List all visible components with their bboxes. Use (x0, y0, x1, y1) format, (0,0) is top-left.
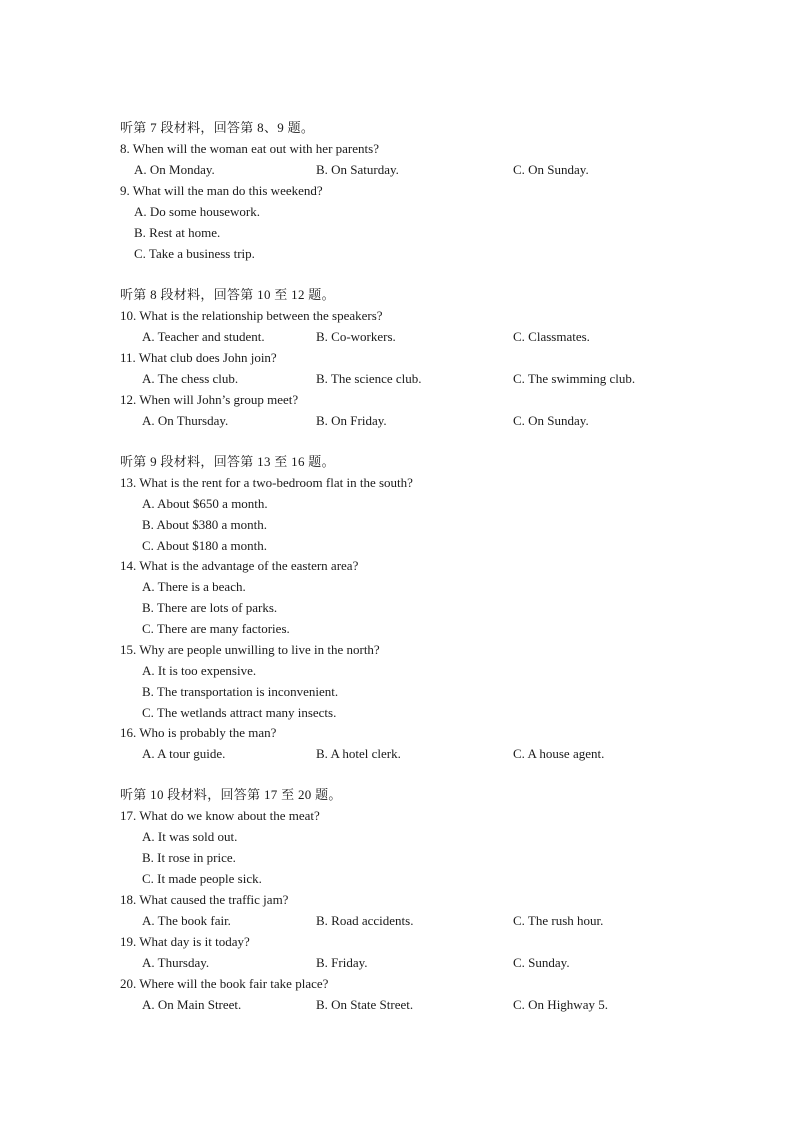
option-c: C. The rush hour. (513, 913, 604, 928)
question-stem: 18. What caused the traffic jam? (120, 892, 289, 907)
option-c: C. A house agent. (513, 746, 605, 761)
question-stem: 8. When will the woman eat out with her parents? (120, 141, 379, 156)
question-stem: 17. What do we know about the meat? (120, 808, 320, 823)
option-a: A. It was sold out. (142, 829, 238, 844)
option-a: A. About $650 a month. (142, 496, 268, 511)
option-c: C. Sunday. (513, 955, 570, 970)
option-b: B. Rest at home. (134, 225, 221, 240)
option-c: C. Take a business trip. (134, 246, 255, 261)
question-stem: 14. What is the advantage of the eastern area? (120, 558, 359, 573)
option-a: A. Teacher and student. (142, 329, 265, 344)
option-b: B. On Saturday. (316, 162, 399, 177)
section-heading: 听第 9 段材料，回答第 13 至 16 题。 (120, 454, 335, 469)
option-b: B. It rose in price. (142, 850, 236, 865)
option-b: B. The science club. (316, 371, 422, 386)
option-c: C. About $180 a month. (142, 538, 267, 553)
option-c: C. On Sunday. (513, 162, 589, 177)
question-stem: 19. What day is it today? (120, 934, 250, 949)
option-a: A. A tour guide. (142, 746, 226, 761)
question-stem: 11. What club does John join? (120, 350, 277, 365)
option-c: C. The wetlands attract many insects. (142, 705, 337, 720)
section-heading: 听第 7 段材料，回答第 8、9 题。 (120, 120, 315, 135)
option-b: B. Friday. (316, 955, 368, 970)
option-a: A. On Monday. (134, 162, 215, 177)
option-b: B. The transportation is inconvenient. (142, 684, 339, 699)
option-b: B. On State Street. (316, 997, 414, 1012)
section-heading: 听第 8 段材料，回答第 10 至 12 题。 (120, 287, 335, 302)
option-a: A. On Thursday. (142, 413, 229, 428)
question-stem: 10. What is the relationship between the speakers? (120, 308, 383, 323)
option-b: B. Co-workers. (316, 329, 396, 344)
question-stem: 9. What will the man do this weekend? (120, 183, 323, 198)
option-c: C. On Sunday. (513, 413, 589, 428)
option-b: B. About $380 a month. (142, 517, 267, 532)
question-stem: 16. Who is probably the man? (120, 725, 277, 740)
option-b: B. A hotel clerk. (316, 746, 401, 761)
question-stem: 12. When will John’s group meet? (120, 392, 299, 407)
option-c: C. It made people sick. (142, 871, 262, 886)
option-c: C. On Highway 5. (513, 997, 608, 1012)
option-c: C. Classmates. (513, 329, 590, 344)
option-a: A. Thursday. (142, 955, 210, 970)
option-a: A. The book fair. (142, 913, 231, 928)
option-a: A. It is too expensive. (142, 663, 257, 678)
option-a: A. The chess club. (142, 371, 239, 386)
option-a: A. There is a beach. (142, 579, 246, 594)
question-stem: 15. Why are people unwilling to live in the north? (120, 642, 380, 657)
option-c: C. The swimming club. (513, 371, 636, 386)
option-b: B. Road accidents. (316, 913, 414, 928)
question-stem: 20. Where will the book fair take place? (120, 976, 329, 991)
option-c: C. There are many factories. (142, 621, 290, 636)
option-a: A. On Main Street. (142, 997, 242, 1012)
option-b: B. There are lots of parks. (142, 600, 278, 615)
section-heading: 听第 10 段材料，回答第 17 至 20 题。 (120, 787, 342, 802)
option-a: A. Do some housework. (134, 204, 261, 219)
question-stem: 13. What is the rent for a two-bedroom flat in the south? (120, 475, 413, 490)
option-b: B. On Friday. (316, 413, 387, 428)
